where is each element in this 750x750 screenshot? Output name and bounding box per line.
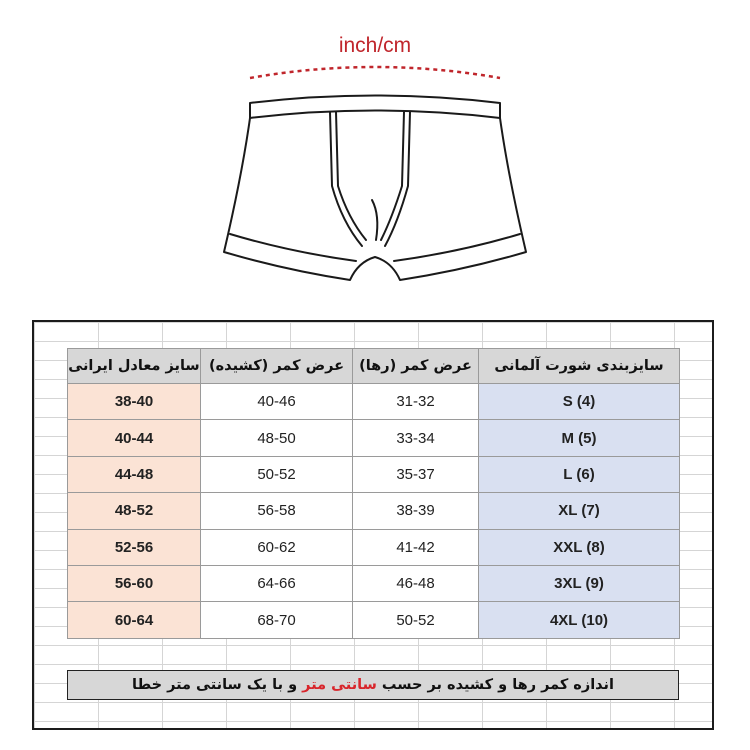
cell-waist-relaxed: 50-52 <box>353 602 479 638</box>
cell-german-size: M (5) <box>479 420 680 456</box>
cell-waist-relaxed: 33-34 <box>353 420 479 456</box>
cell-waist-stretched: 60-62 <box>201 529 353 565</box>
size-chart-table <box>67 348 680 639</box>
table-row <box>68 602 680 638</box>
cell-iran-size: 48-52 <box>68 493 201 529</box>
table-row <box>68 565 680 601</box>
header-german-size: سایزبندی شورت آلمانی <box>479 349 680 384</box>
cell-waist-stretched: 64-66 <box>201 565 353 601</box>
cell-iran-size: 60-64 <box>68 602 201 638</box>
note-text-after: و با یک سانتی متر خطا <box>132 677 303 693</box>
cell-waist-stretched: 68-70 <box>201 602 353 638</box>
cell-waist-stretched: 56-58 <box>201 493 353 529</box>
cell-waist-relaxed: 46-48 <box>353 565 479 601</box>
cell-waist-relaxed: 38-39 <box>353 493 479 529</box>
waist-measure-line-icon <box>250 67 500 78</box>
header-iran-size: سایز معادل ایرانی <box>68 349 201 384</box>
cell-german-size: S (4) <box>479 384 680 420</box>
cell-waist-relaxed: 35-37 <box>353 456 479 492</box>
table-row <box>68 420 680 456</box>
cell-iran-size: 40-44 <box>68 420 201 456</box>
cell-german-size: 3XL (9) <box>479 565 680 601</box>
cell-waist-stretched: 40-46 <box>201 384 353 420</box>
cell-waist-stretched: 50-52 <box>201 456 353 492</box>
cell-german-size: 4XL (10) <box>479 602 680 638</box>
cell-iran-size: 38-40 <box>68 384 201 420</box>
cell-iran-size: 52-56 <box>68 529 201 565</box>
cell-german-size: L (6) <box>479 456 680 492</box>
table-header-row <box>68 349 680 384</box>
note-highlight: سانتی متر <box>302 677 377 693</box>
cell-waist-relaxed: 31-32 <box>353 384 479 420</box>
note-text-before: اندازه کمر رها و کشیده بر حسب <box>376 677 614 693</box>
cell-iran-size: 44-48 <box>68 456 201 492</box>
cell-german-size: XXL (8) <box>479 529 680 565</box>
table-row <box>68 493 680 529</box>
boxer-briefs-icon <box>200 58 550 290</box>
table-row <box>68 384 680 420</box>
table-row <box>68 456 680 492</box>
cell-waist-stretched: 48-50 <box>201 420 353 456</box>
measurement-note <box>67 670 679 700</box>
cell-waist-relaxed: 41-42 <box>353 529 479 565</box>
table-row <box>68 529 680 565</box>
cell-german-size: XL (7) <box>479 493 680 529</box>
header-waist-stretched: عرض کمر (کشیده) <box>201 349 353 384</box>
unit-label: inch/cm <box>338 34 412 57</box>
cell-iran-size: 56-60 <box>68 565 201 601</box>
header-waist-relaxed: عرض کمر (رها) <box>353 349 479 384</box>
